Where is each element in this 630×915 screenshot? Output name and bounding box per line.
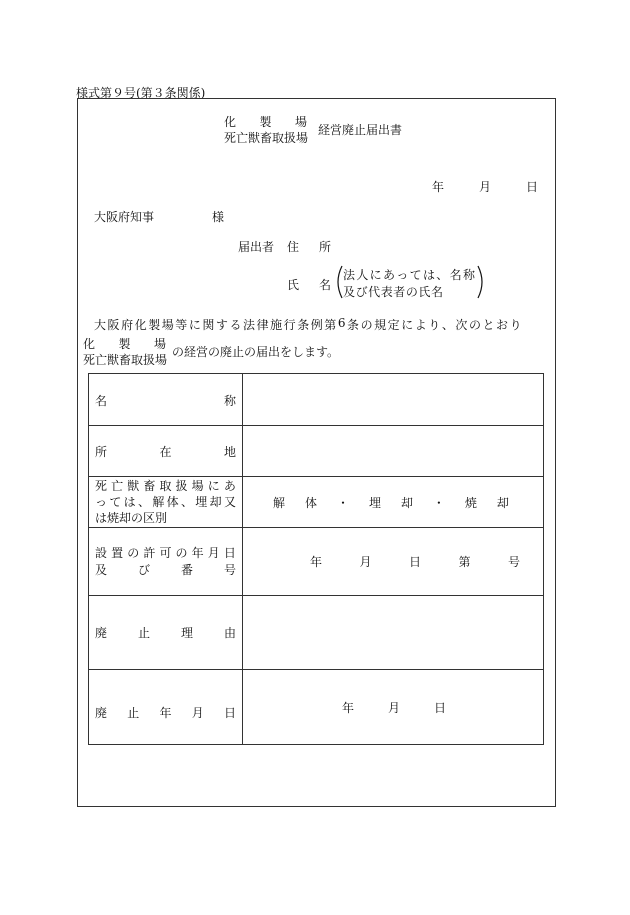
discontinuation-date-fields: 年 月 日 (342, 701, 446, 715)
corporate-note-line-1: 法 人 に あ っ て は 、 名 称 (343, 268, 475, 282)
table-row-divider (89, 669, 543, 670)
submission-date: 年 月 日 (432, 180, 538, 194)
row-label-name: 名 称 (95, 394, 236, 408)
row-label-disposal-method-line-1: 死 亡 獣 畜 取 扱 場 に あ (95, 479, 236, 493)
table-row-divider (89, 425, 543, 426)
table-column-divider (242, 374, 243, 744)
row-label-permit-line-2: 及 び 番 号 (95, 563, 236, 577)
document-title: 経営廃止届出書 (318, 123, 403, 137)
row-label-discontinuation-date: 廃 止 年 月 日 (95, 706, 236, 720)
row-label-location: 所 在 地 (95, 445, 236, 459)
statement-facility-type-1: 化 製 場 (83, 337, 166, 351)
right-parenthesis (477, 265, 487, 299)
left-parenthesis (333, 265, 343, 299)
addressee-honorific: 様 (212, 210, 225, 224)
facility-type-rendering-plant: 化 製 場 (224, 115, 307, 129)
table-row-divider (89, 527, 543, 528)
row-label-permit-line-1: 設 置 の 許 可 の 年 月 日 (95, 546, 236, 560)
statement-facility-type-2: 死亡獣畜取扱場 (83, 353, 168, 367)
row-label-disposal-method-line-2: っ て は 、 解 体 、 埋 却 又 (95, 495, 236, 509)
address-label: 住 所 (287, 240, 331, 254)
table-row-divider (89, 595, 543, 596)
addressee-name: 大阪府知事 (94, 210, 155, 224)
form-number: 様式第９号(第３条関係) (76, 86, 206, 100)
details-table (88, 373, 544, 745)
row-label-reason: 廃 止 理 由 (95, 626, 236, 640)
facility-type-carcass-handling: 死亡獣畜取扱場 (224, 131, 309, 145)
name-label: 氏 名 (287, 278, 331, 292)
disposal-method-options: 解 体 ・ 埋 却 ・ 焼 却 (273, 496, 509, 510)
row-label-disposal-method-line-3: は焼却の区別 (95, 511, 168, 525)
table-row-divider (89, 476, 543, 477)
corporate-name-note (333, 265, 487, 299)
corporate-note-line-2: 及 び 代 表 者 の 氏 名 (343, 285, 443, 299)
permit-date-number-fields: 年 月 日 第 号 (310, 555, 520, 569)
statement-line-1: 大 阪 府 化 製 場 等 に 関 す る 法 律 施 行 条 例 第 6 条 の 規 定 に よ り 、 次 の と お り (94, 316, 522, 332)
statement-line-2: の経営の廃止の届出をします。 (172, 345, 340, 359)
notifier-label: 届出者 (238, 240, 275, 254)
